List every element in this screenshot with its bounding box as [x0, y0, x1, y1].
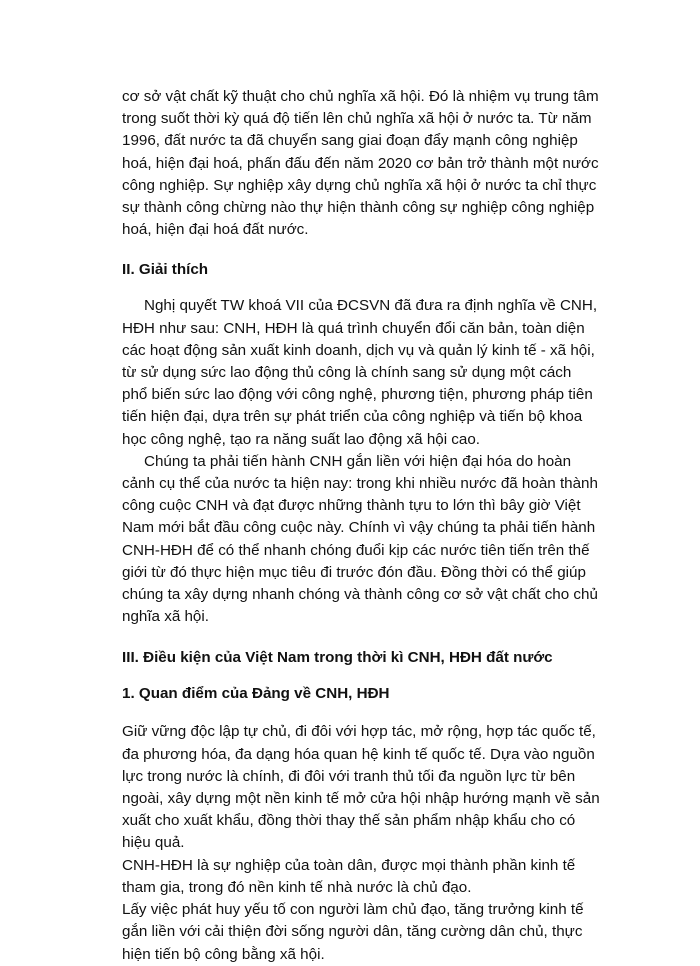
subsection-1-heading: 1. Quan điểm của Đảng về CNH, HĐH [122, 685, 390, 703]
subsection-1-paragraph-human-factor: Lấy việc phát huy yếu tố con người làm chủ đạo, tăng trưởng kinh tế gắn liền với cải thiện đời sống người dân, tăng cường dân chủ, thực hiện tiến bộ công bằng xã hội. [122, 901, 584, 963]
subsection-1-paragraph-people: CNH-HĐH là sự nghiệp của toàn dân, được mọi thành phần kinh tế tham gia, trong đó nền kinh tế nhà nước là chủ đạo. [122, 856, 576, 896]
subsection-1-paragraph-independence: Giữ vững độc lập tự chủ, đi đôi với hợp tác, mở rộng, hợp tác quốc tế, đa phương hóa, đa dạng hóa quan hệ kinh tế quốc tế. Dựa vào nguồn lực trong nước là chính, đi đôi với tranh thủ tối đa nguồn lực từ bên ngoài, xây dựng một nền kinh tế mở cửa hội nhập hướng mạnh về sản xuất cho xuất khẩu, đồng thời thay thế sản phẩm nhập khẩu cho có hiệu quả. [122, 723, 600, 852]
section-ii-paragraph-reason: Chúng ta phải tiến hành CNH gắn liền với hiện đại hóa do hoàn cảnh cụ thể của nước ta hiện nay: trong khi nhiều nước đã hoàn thành công cuộc CNH và đạt được những thành tựu to lớn thì bây giờ Việt Nam mới bắt đầu công cuộc này. Chính vì vậy chúng ta phải tiến hành CNH-HĐH để có thể nhanh chóng đuổi kịp các nước tiên tiến trên thế giới từ đó thực hiện mục tiêu đi trước đón đầu. Đồng thời có thể giúp chúng ta xây dựng nhanh chóng và thành công cơ sở vật chất cho chủ nghĩa xã hội. [122, 452, 598, 626]
document-page [122, 86, 600, 966]
intro-paragraph: cơ sở vật chất kỹ thuật cho chủ nghĩa xã hội. Đó là nhiệm vụ trung tâm trong suốt thời kỳ quá độ tiến lên chủ nghĩa xã hội ở nước ta. Từ năm 1996, đất nước ta đã chuyển sang giai đoạn đẩy mạnh công nghiệp hoá, hiện đại hoá, phấn đấu đến năm 2020 cơ bản trở thành một nước công nghiệp. Sự nghiệp xây dựng chủ nghĩa xã hội ở nước ta chỉ thực sự thành công chừng nào thự hiện thành công sự nghiệp công nghiệp hoá, hiện đại hoá đất nước. [122, 88, 599, 239]
section-iii-heading: III. Điều kiện của Việt Nam trong thời kì CNH, HĐH đất nước [122, 649, 553, 667]
section-ii-heading: II. Giải thích [122, 261, 209, 279]
section-ii-paragraph-definition: Nghị quyết TW khoá VII của ĐCSVN đã đưa ra định nghĩa về CNH, HĐH như sau: CNH, HĐH là quá trình chuyển đổi căn bản, toàn diện các hoạt động sản xuất kinh doanh, dịch vụ và quản lý kinh tế - xã hội, từ sử dụng sức lao động thủ công là chính sang sử dụng một cách phổ biến sức lao động với công nghệ, phương tiện, phương pháp tiên tiến hiện đại, dựa trên sự phát triển của công nghiệp và tiến bộ khoa học công nghệ, tạo ra năng suất lao động xã hội cao. [122, 297, 598, 448]
